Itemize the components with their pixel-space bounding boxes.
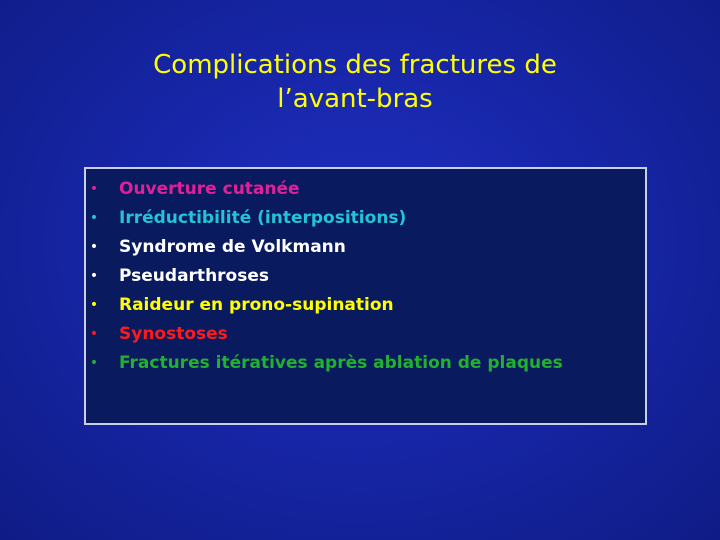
list-item-text: Fractures itératives après ablation de plaques bbox=[119, 353, 563, 373]
bullet-icon: • bbox=[89, 181, 99, 197]
slide-title bbox=[60, 48, 650, 116]
bullet-icon: • bbox=[89, 297, 99, 313]
bullet-icon: • bbox=[89, 268, 99, 284]
list-item-text: Raideur en prono-supination bbox=[119, 295, 394, 315]
bullet-icon: • bbox=[89, 239, 99, 255]
list-item-text: Synostoses bbox=[119, 324, 228, 344]
slide-title-line-2: l’avant-bras bbox=[277, 84, 433, 114]
content-box bbox=[84, 167, 647, 425]
list-item-text: Syndrome de Volkmann bbox=[119, 237, 346, 257]
list-item-text: Irréductibilité (interpositions) bbox=[119, 208, 407, 228]
bullet-icon: • bbox=[89, 326, 99, 342]
list-item-text: Ouverture cutanée bbox=[119, 179, 300, 199]
list-item-text: Pseudarthroses bbox=[119, 266, 269, 286]
bullet-icon: • bbox=[89, 355, 99, 371]
bullet-icon: • bbox=[89, 210, 99, 226]
slide-title-line-1: Complications des fractures de bbox=[153, 50, 557, 80]
